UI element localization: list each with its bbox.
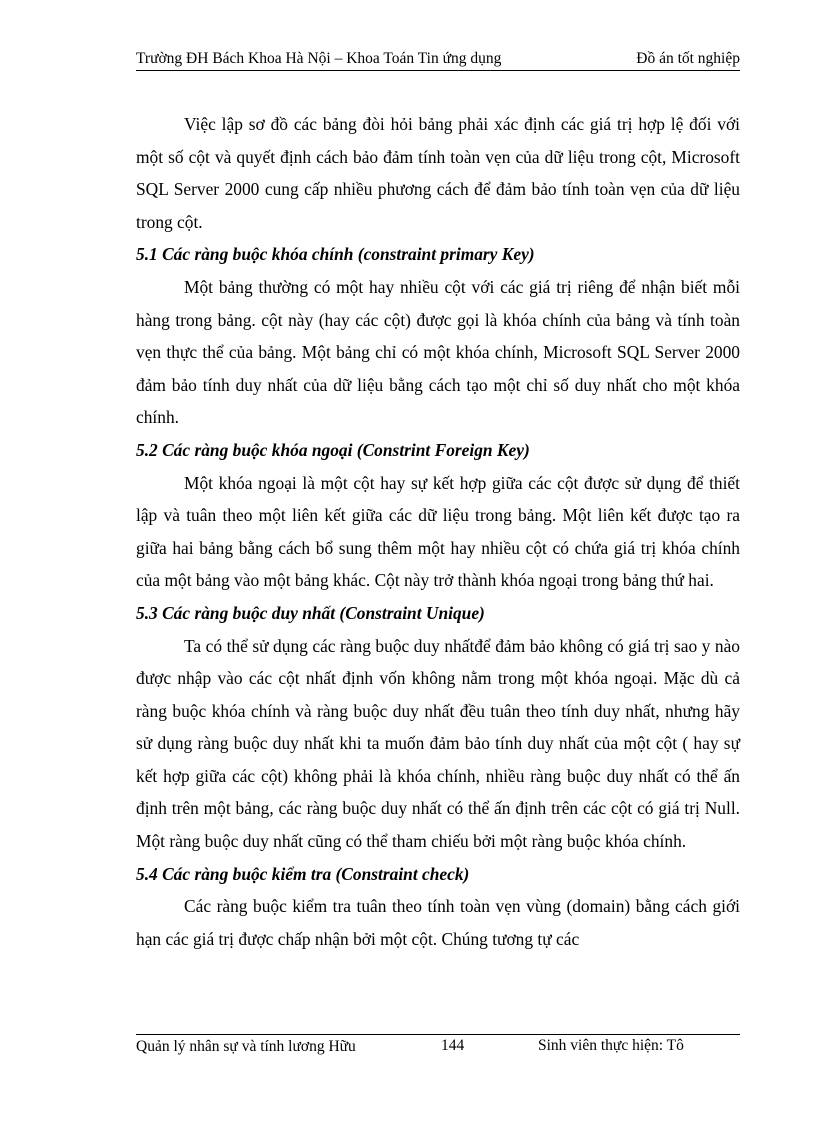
section-5-2-heading: 5.2 Các ràng buộc khóa ngoại (Constrint Foreign Key)	[136, 439, 530, 460]
section-5-4-heading: 5.4 Các ràng buộc kiểm tra (Constraint check)	[136, 863, 470, 884]
footer-student: Sinh viên thực hiện: Tô	[538, 1037, 684, 1054]
page-body	[136, 108, 740, 955]
page-footer	[136, 1034, 740, 1055]
page-header	[136, 48, 740, 71]
header-doc-type: Đồ án tốt nghiệp	[636, 50, 740, 67]
section-5-3-paragraph: Ta có thể sử dụng các ràng buộc duy nhấtđể đảm bảo không có giá trị sao y nào được nhập vào các cột nhất định vốn không nằm trong một khóa ngoại. Mặc dù cả ràng buộc khóa chính và ràng buộc duy nhất đều tuân theo tính duy nhất, nhưng hãy sử dụng ràng buộc duy nhất khi ta muốn đảm bảo tính duy nhất của một cột ( hay sự kết hợp giữa các cột) không phải là khóa chính, nhiều ràng buộc duy nhất có thể ấn định trên một bảng, các ràng buộc duy nhất có thể ấn định trên các cột có giá trị Null. Một ràng buộc duy nhất cũng có thể tham chiếu bởi một ràng buộc khóa chính.	[136, 635, 740, 852]
footer-project-title: Quản lý nhân sự và tính lương Hữu	[136, 1038, 356, 1055]
header-institution: Trường ĐH Bách Khoa Hà Nội – Khoa Toán Tin ứng dụng	[136, 50, 502, 67]
section-5-3-heading: 5.3 Các ràng buộc duy nhất (Constraint Unique)	[136, 602, 485, 623]
page-number: 144	[441, 1037, 465, 1054]
section-5-4-paragraph: Các ràng buộc kiểm tra tuân theo tính toàn vẹn vùng (domain) bằng cách giới hạn các giá trị được chấp nhận bởi một cột. Chúng tương tự các	[136, 896, 740, 949]
section-5-1-heading: 5.1 Các ràng buộc khóa chính (constraint primary Key)	[136, 244, 535, 265]
section-5-1-paragraph: Một bảng thường có một hay nhiều cột với các giá trị riêng để nhận biết mỗi hàng trong bảng. cột này (hay các cột) được gọi là khóa chính của bảng và tính toàn vẹn thực thể của bảng. Một bảng chỉ có một khóa chính, Microsoft SQL Server 2000 đảm bảo tính duy nhất của dữ liệu bằng cách tạo một chỉ số duy nhất cho một khóa chính.	[136, 276, 740, 428]
intro-paragraph: Việc lập sơ đồ các bảng đòi hỏi bảng phải xác định các giá trị hợp lệ đối với một số cột và quyết định cách bảo đảm tính toàn vẹn của dữ liệu trong cột, Microsoft SQL Server 2000 cung cấp nhiều phương cách để đảm bảo tính toàn vẹn của dữ liệu trong cột.	[136, 114, 740, 232]
section-5-2-paragraph: Một khóa ngoại là một cột hay sự kết hợp giữa các cột được sử dụng để thiết lập và tuân theo một liên kết giữa các dữ liệu trong bảng. Một liên kết được tạo ra giữa hai bảng bằng cách bổ sung thêm một hay nhiều cột có chứa giá trị khóa chính của một bảng vào một bảng khác. Cột này trở thành khóa ngoại trong bảng thứ hai.	[136, 472, 740, 591]
